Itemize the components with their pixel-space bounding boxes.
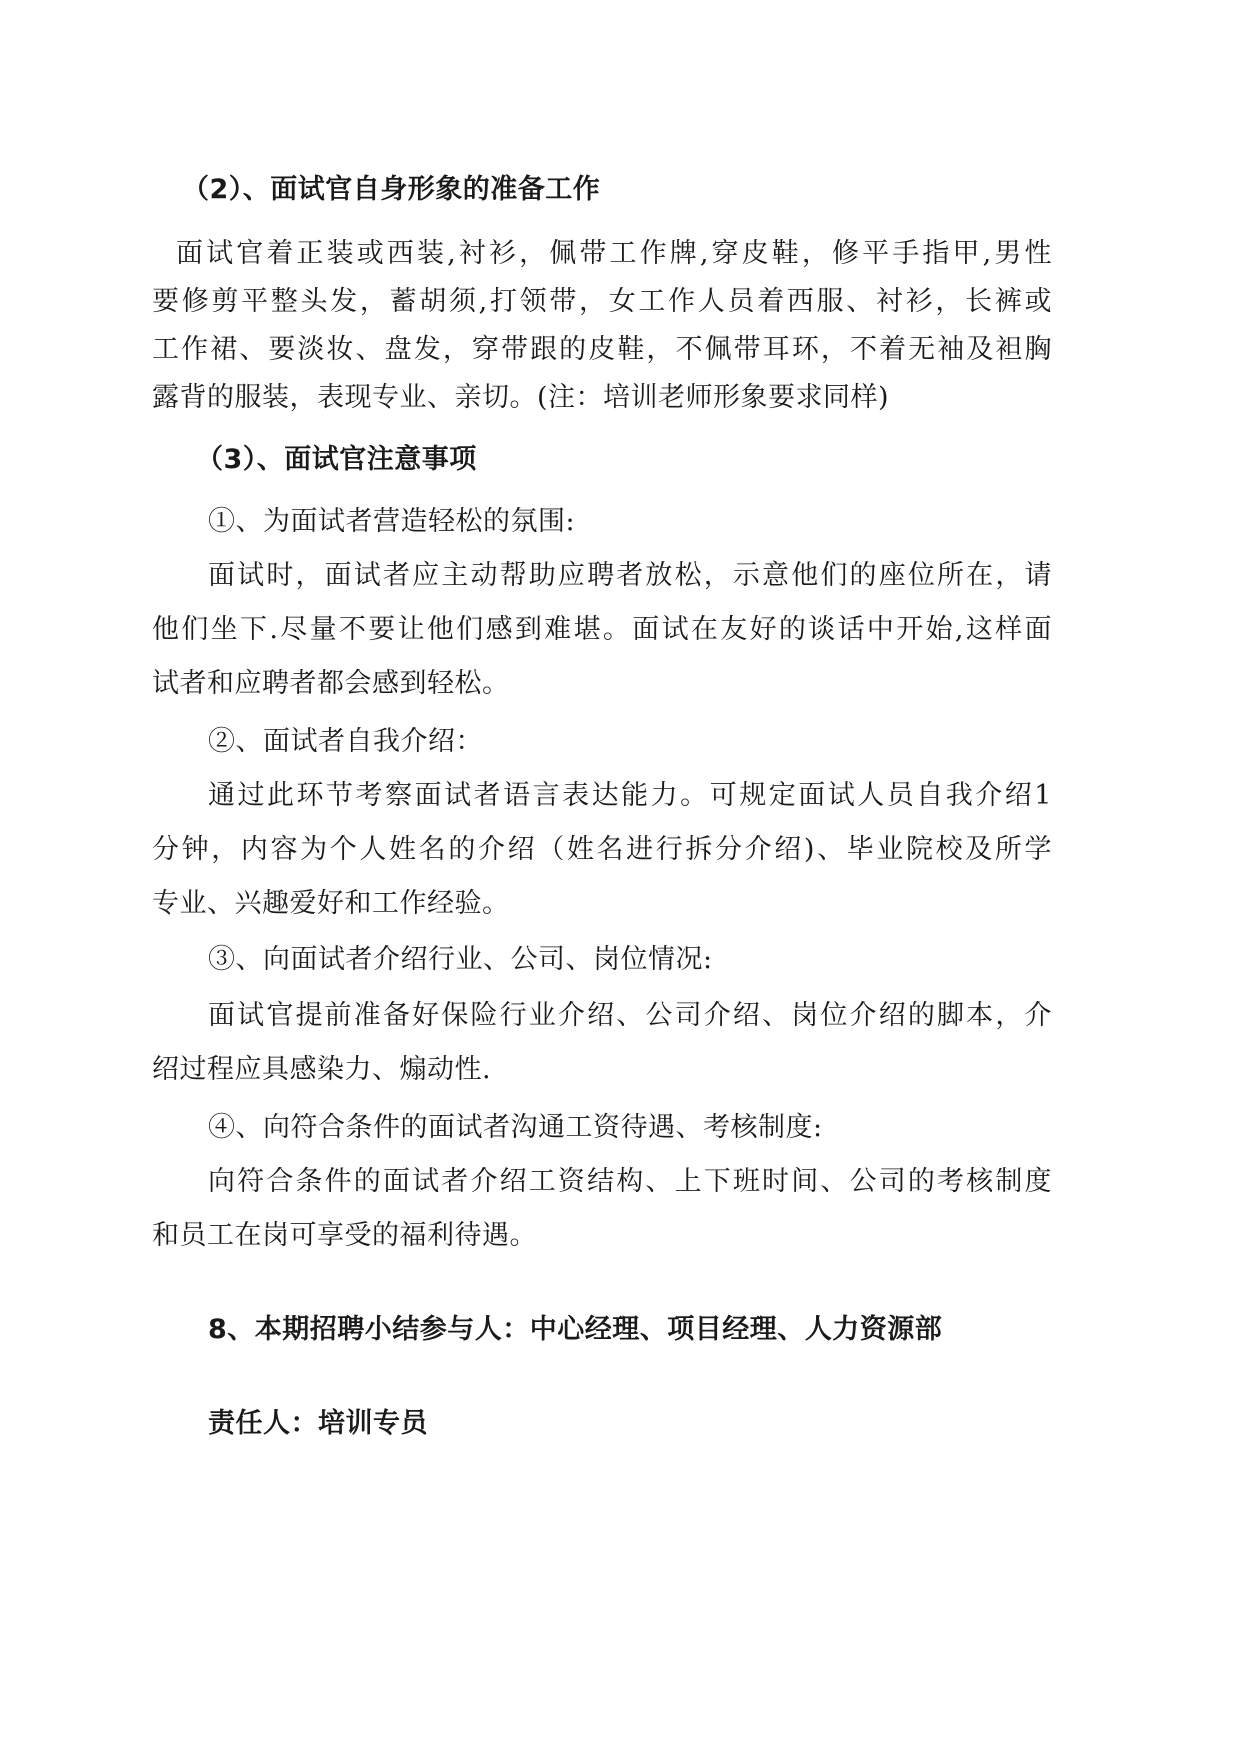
section-2-para-line-1: 面试官着正装或西装,衬衫，佩带工作牌,穿皮鞋，修平手指甲,男性 <box>176 238 1052 269</box>
item-3-line-1: 面试官提前准备好保险行业介绍、公司介绍、岗位介绍的脚本，介 <box>208 1000 1052 1031</box>
section-2-para-line-4: 露背的服装，表现专业、亲切。(注：培训老师形象要求同样) <box>152 382 890 413</box>
item-2-title: ②、面试者自我介绍： <box>208 726 483 757</box>
item-4-title: ④、向符合条件的面试者沟通工资待遇、考核制度: <box>208 1112 823 1143</box>
section-2-para-line-2: 要修剪平整头发，蓄胡须,打领带，女工作人员着西服、衬衫，长裤或 <box>152 286 1052 317</box>
section-8-heading: 8、本期招聘小结参与人：中心经理、项目经理、人力资源部 <box>208 1314 943 1345</box>
item-1-line-2: 他们坐下.尽量不要让他们感到难堪。面试在友好的谈话中开始,这样面 <box>152 614 1052 645</box>
section-2-para-line-3: 工作裙、要淡妆、盘发，穿带跟的皮鞋，不佩带耳环，不着无袖及袒胸 <box>152 334 1052 365</box>
item-2-line-3: 专业、兴趣爱好和工作经验。 <box>152 888 510 919</box>
item-3-title: ③、向面试者介绍行业、公司、岗位情况: <box>208 944 713 975</box>
section-3-heading: （3）、面试官注意事项 <box>196 444 477 475</box>
item-1-line-3: 试者和应聘者都会感到轻松。 <box>152 668 510 699</box>
item-4-line-2: 和员工在岗可享受的福利待遇。 <box>152 1220 537 1251</box>
responsible-heading: 责任人：培训专员 <box>208 1408 428 1439</box>
item-1-line-1: 面试时，面试者应主动帮助应聘者放松，示意他们的座位所在，请 <box>208 560 1052 591</box>
item-4-line-1: 向符合条件的面试者介绍工资结构、上下班时间、公司的考核制度 <box>208 1166 1052 1197</box>
section-2-heading: （2）、面试官自身形象的准备工作 <box>182 174 601 205</box>
item-3-line-2: 绍过程应具感染力、煽动性. <box>152 1054 492 1085</box>
item-2-line-1: 通过此环节考察面试者语言表达能力。可规定面试人员自我介绍1 <box>208 780 1052 811</box>
item-1-title: ①、为面试者营造轻松的氛围: <box>208 506 576 537</box>
item-2-line-2: 分钟，内容为个人姓名的介绍（姓名进行拆分介绍)、毕业院校及所学 <box>152 834 1052 865</box>
